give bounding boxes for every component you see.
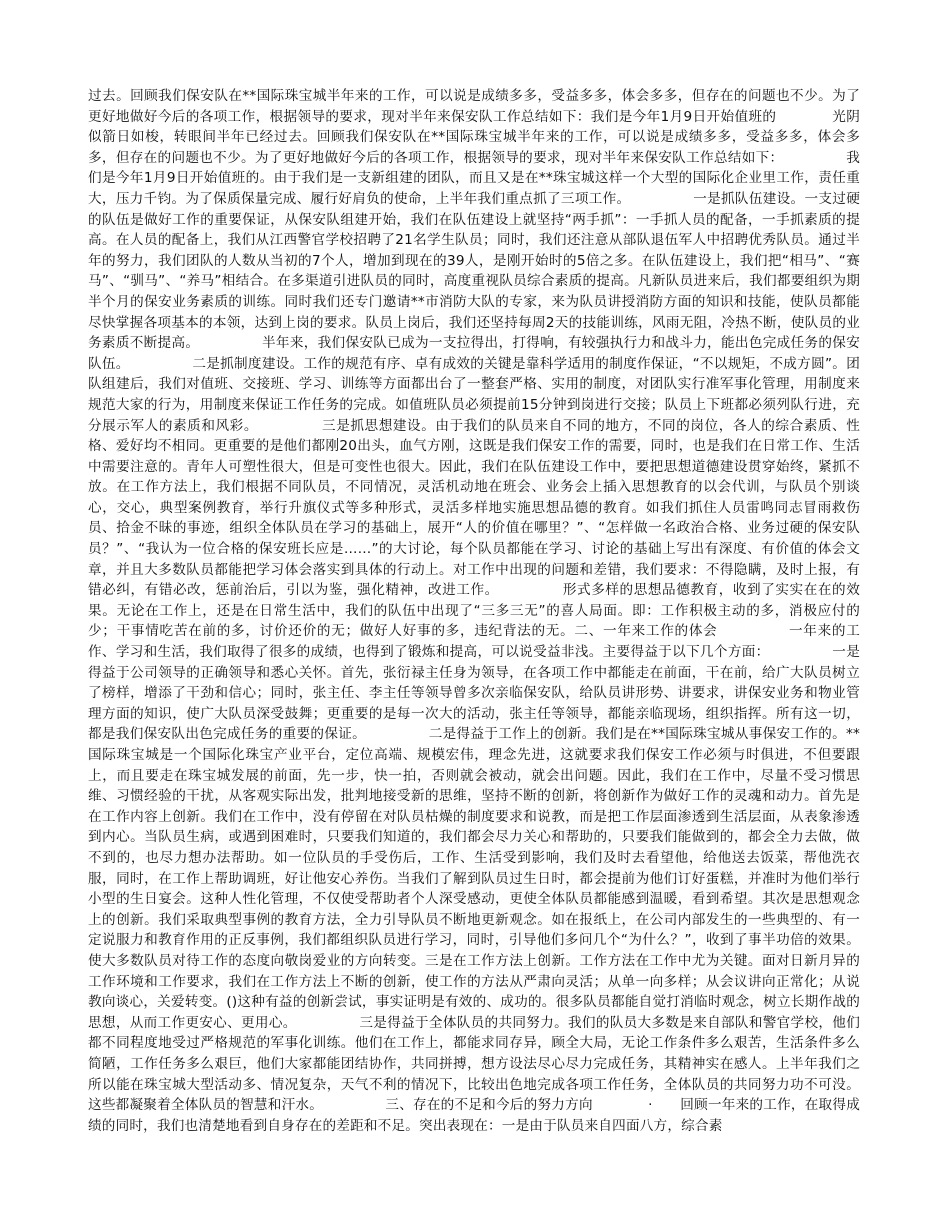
document-page [88, 86, 860, 1136]
body-paragraph: 过去。回顾我们保安队在**国际珠宝城半年来的工作，可以说是成绩多多，受益多多，体会多多，但存在的问题也不少。为了更好地做好今后的各项工作，根据领导的要求，现对半年来保安队工作总结如下：我们是今年1月9日开始值班的 光阴似箭日如梭，转眼间半年已经过去。回顾我们保安队在**国际珠宝城半年来的工作，可以说是成绩多多，受益多多，体会多多，但存在的问题也不少。为了更好地做好今后的各项工作，根据领导的要求，现对半年来保安队工作总结如下： 我们是今年1月9日开始值班的。由于我们是一支新组建的团队，而且又是在**珠宝城这样一个大型的国际化企业里工作，责任重大，压力千钧。为了保质保量完成、履行好肩负的使命，上半年我们重点抓了三项工作。 一是抓队伍建设。一支过硬的队伍是做好工作的重要保证，从保安队组建开始，我们在队伍建设上就坚持“两手抓”：一手抓人员的配备，一手抓素质的提高。在人员的配备上，我们从江西警官学校招聘了21名学生队员；同时，我们还注意从部队退伍军人中招聘优秀队员。通过半年的努力，我们团队的人数从当初的7个人，增加到现在的39人，是刚开始时的5倍之多。在队伍建设上，我们把“相马”、“赛马”、“驯马”、“养马”相结合。在多渠道引进队员的同时，高度重视队员综合素质的提高。凡新队员进来后，我们都要组织为期半个月的保安业务素质的训练。同时我们还专门邀请**市消防大队的专家，来为队员讲授消防方面的知识和技能，使队员都能尽快掌握各项基本的本领，达到上岗的要求。队员上岗后，我们还坚持每周2天的技能训练，风雨无阻，冷热不断，使队员的业务素质不断提高。 半年来，我们保安队已成为一支拉得出，打得响，有较强执行力和战斗力，能出色完成任务的保安队伍。 二是抓制度建设。工作的规范有序、卓有成效的关键是靠科学适用的制度作保证，“不以规矩，不成方圆”。团队组建后，我们对值班、交接班、学习、训练等方面都出台了一整套严格、实用的制度，对团队实行准军事化管理，用制度来规范大家的行为，用制度来保证工作任务的完成。如值班队员必须提前15分钟到岗进行交接；队员上下班都必须列队行进，充分展示军人的素质和风彩。 三是抓思想建设。由于我们的队员来自不同的地方，不同的岗位，各人的综合素质、性格、爱好均不相同。更重要的是他们都刚20出头，血气方刚，这既是我们保安工作的需要，同时，也是我们在日常工作、生活中需要注意的。青年人可塑性很大，但是可变性也很大。因此，我们在队伍建设工作中，要把思想道德建设贯穿始终，紧抓不放。在工作方法上，我们根据不同队员，不同情况，灵活机动地在班会、业务会上插入思想教育的以会代训，与队员个别谈心，交心，典型案例教育，举行升旗仪式等多种形式，灵活多样地实施思想品德的教育。如我们抓住人员雷鸣同志冒雨救伤员、拾金不昧的事迹，组织全体队员在学习的基础上，展开“人的价值在哪里？”、“怎样做一名政治合格、业务过硬的保安队员？”、“我认为一位合格的保安班长应是……”的大讨论，每个队员都能在学习、讨论的基础上写出有深度、有价值的体会文章，并且大多数队员都能把学习体会落实到具体的行动上。对工作中出现的问题和差错，我们要求：不得隐瞒，及时上报，有错必纠，有错必改，惩前治后，引以为鉴，强化精神，改进工作。 形式多样的思想品德教育，收到了实实在在的效果。无论在工作上，还是在日常生活中，我们的队伍中出现了“三多三无”的喜人局面。即：工作积极主动的多，消极应付的少；干事情吃苦在前的多，讨价还价的无；做好人好事的多，违纪背法的无。二、一年来工作的体会 一年来的工作、学习和生活，我们取得了很多的成绩，也得到了锻炼和提高，可以说受益非浅。主要得益于以下几个方面： 一是得益于公司领导的正确领导和悉心关怀。首先，张衍禄主任身为领导，在各项工作中都能走在前面，干在前，给广大队员树立了榜样，增添了干劲和信心；同时，张主任、李主任等领导曾多次亲临保安队，给队员讲形势、讲要求，讲保安业务和物业管理方面的知识，使广大队员深受鼓舞；更重要的是每一次大的活动，张主任等领导，都能亲临现场，组织指挥。所有这一切，都是我们保安队出色完成任务的重要的保证。 二是得益于工作上的创新。我们是在**国际珠宝城从事保安工作的。**国际珠宝城是一个国际化珠宝产业平台，定位高端、规模宏伟，理念先进，这就要求我们保安工作必须与时俱进，不但要跟上，而且要走在珠宝城发展的前面，先一步，快一拍，否则就会被动，就会出问题。因此，我们在工作中，尽量不受习惯思维、习惯经验的干扰，从客观实际出发，批判地接受新的思维，坚持不断的创新，将创新作为做好工作的灵魂和动力。首先是在工作内容上创新。我们在工作中，没有停留在对队员枯燥的制度要求和说教，而是把工作层面渗透到生活层面，从表象渗透到内心。当队员生病，或遇到困难时，只要我们知道的，我们都会尽力关心和帮助的，只要我们能做到的，都会全力去做，做不到的，也尽力想办法帮助。如一位队员的手受伤后，工作、生活受到影响，我们及时去看望他，给他送去饭菜，帮他洗衣服，同时，在工作上帮助调班，好让他安心养伤。当我们了解到队员过生日时，都会提前为他们订好蛋糕，并准时为他们举行小型的生日宴会。这种人性化管理，不仅使受帮助者个人深受感动，更使全体队员都能感到温暖，看到希望。其次是思想观念上的创新。我们采取典型事例的教育方法，全力引导队员不断地更新观念。如在报纸上，在公司内部发生的一些典型的、有一定说服力和教育作用的正反事例，我们都组织队员进行学习，同时，引导他们多问几个“为什么？”，收到了事半功倍的效果。使大多数队员对待工作的态度向敬岗爱业的方向转变。三是在工作方法上创新。工作方法在工作中尤为关键。面对日新月异的工作环境和工作要求，我们在工作方法上不断的创新，使工作的方法从严肃向灵活；从单一向多样；从会议讲向正常化；从说教向谈心，关爱转变。()这种有益的创新尝试，事实证明是有效的、成功的。很多队员都能自觉打消临时观念，树立长期作战的思想，从而工作更安心、更用心。 三是得益于全体队员的共同努力。我们的队员大多数是来自部队和警官学校，他们都不同程度地受过严格规范的军事化训练。他们在工作上，都能求同存异，顾全大局，无论工作条件多么艰苦，生活条件多么简陋，工作任务多么艰巨，他们大家都能团结协作，共同拼搏，想方设法尽心尽力完成任务，其精神实在感人。上半年我们之所以能在珠宝城大型活动多、情况复杂，天气不利的情况下，比较出色地完成各项工作任务，全体队员的共同努力功不可没。这些都凝聚着全体队员的智慧和汗水。 三、存在的不足和今后的努力方向 · 回顾一年来的工作，在取得成绩的同时，我们也清楚地看到自身存在的差距和不足。突出表现在：一是由于队员来自四面八方，综合素 [88, 88, 860, 1134]
